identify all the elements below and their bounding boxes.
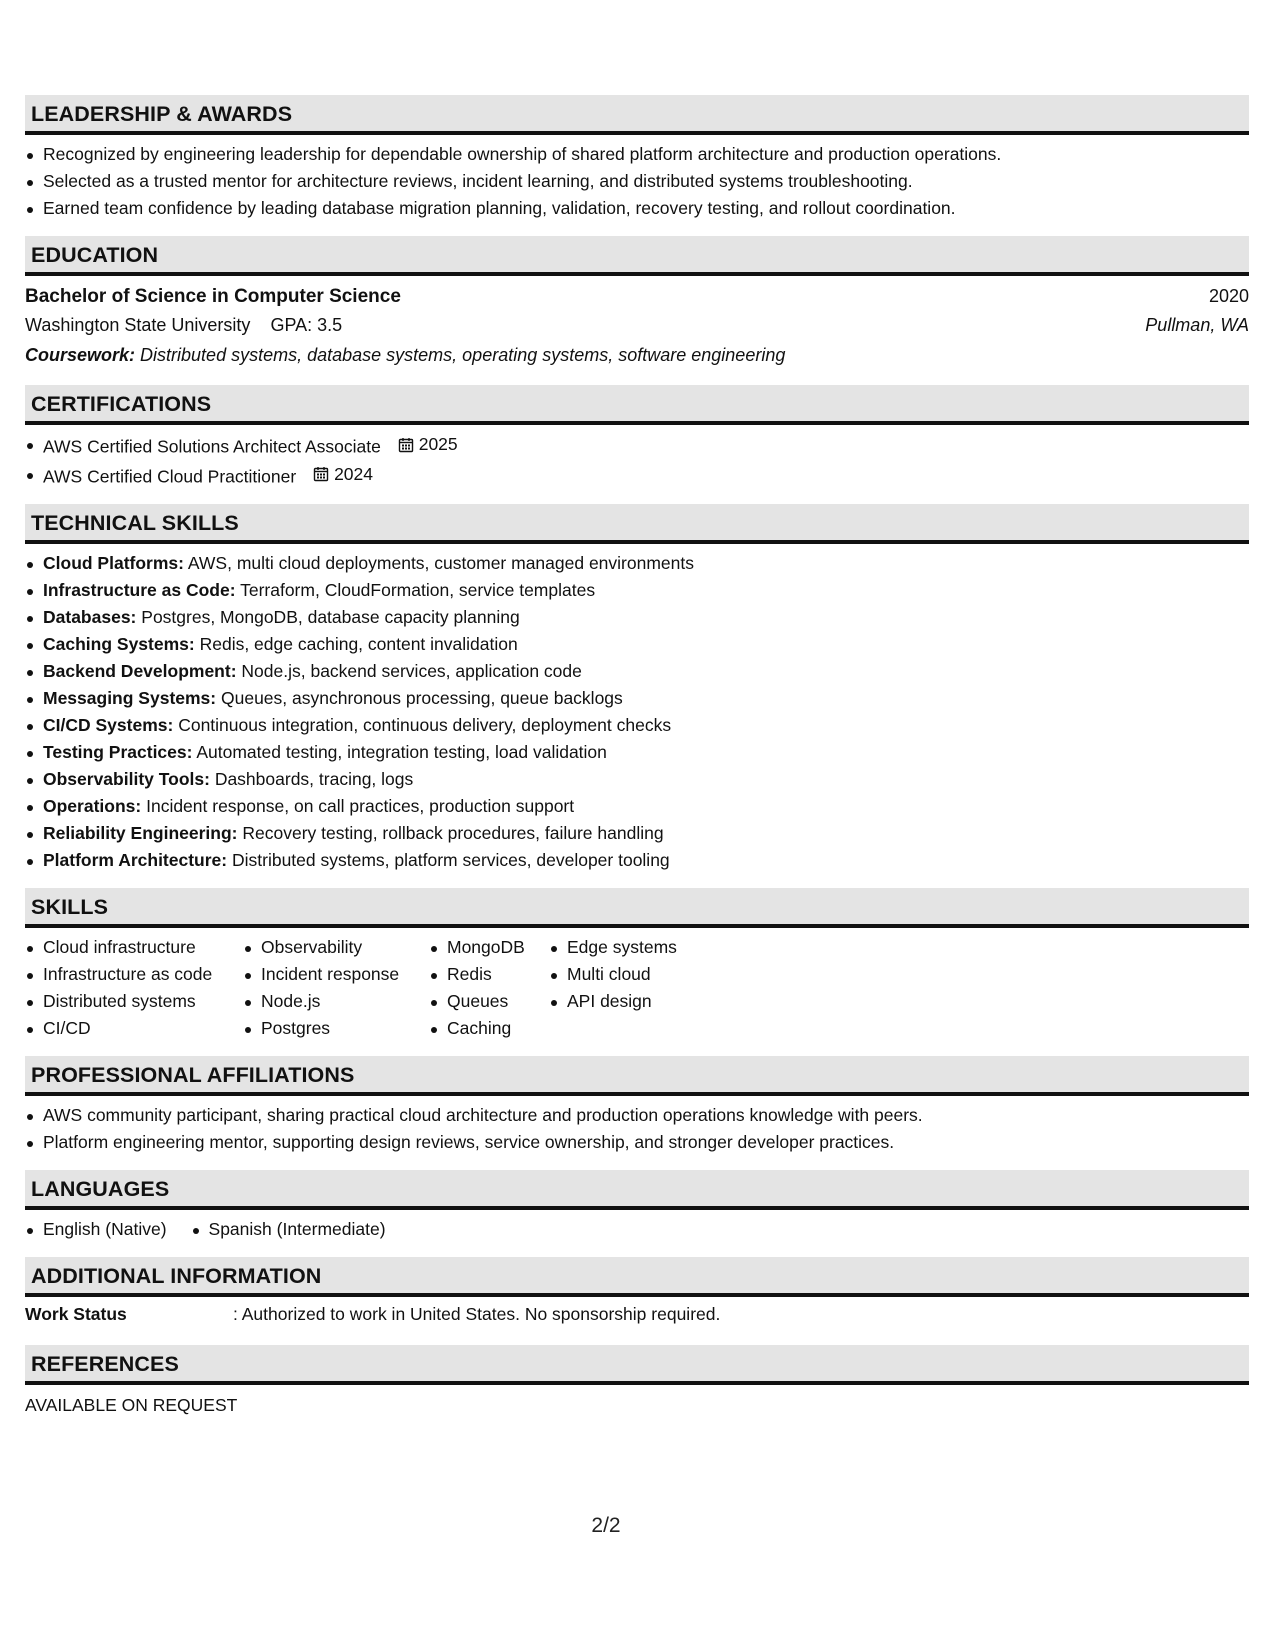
work-status-value: : Authorized to work in United States. No sponsorship required. [233, 1304, 721, 1324]
coursework-label: Coursework: [25, 345, 136, 365]
skills-column [549, 934, 749, 1042]
skill-label: Operations: [43, 796, 142, 816]
skill-value: Queues, asynchronous processing, queue backlogs [221, 688, 623, 708]
list-item: Node.js [243, 988, 429, 1015]
list-item: CI/CD [25, 1015, 243, 1042]
list-item [25, 766, 1249, 793]
page-number: 2/2 [591, 1514, 621, 1537]
list-item [25, 604, 1249, 631]
affiliations-section [25, 1056, 1249, 1156]
list-item: Observability [243, 934, 429, 961]
technical-skills-list [25, 550, 1249, 874]
skill-label: CI/CD Systems: [43, 715, 174, 735]
section-heading: SKILLS [25, 888, 1249, 928]
section-heading: EDUCATION [25, 236, 1249, 276]
skill-value: Terraform, CloudFormation, service templates [240, 580, 596, 600]
list-item [25, 712, 1249, 739]
coursework-value: Distributed systems, database systems, operating systems, software engineering [140, 345, 786, 365]
skill-label: Databases: [43, 607, 137, 627]
skill-label: Messaging Systems: [43, 688, 217, 708]
list-item: Recognized by engineering leadership for dependable ownership of shared platform architecture and production operations. [25, 141, 1249, 168]
list-item [25, 461, 1249, 491]
section-heading: LEADERSHIP & AWARDS [25, 95, 1249, 135]
skill-label: Infrastructure as Code: [43, 580, 236, 600]
list-item [25, 431, 1249, 461]
certifications-list [25, 431, 1249, 490]
skill-value: Postgres, MongoDB, database capacity planning [141, 607, 520, 627]
leadership-section [25, 95, 1249, 222]
list-item: AWS community participant, sharing practical cloud architecture and production operations knowledge with peers. [25, 1102, 1249, 1129]
graduation-year: 2020 [1208, 286, 1249, 306]
gpa: GPA: 3.5 [270, 315, 343, 335]
degree-title: Bachelor of Science in Computer Science [25, 286, 401, 307]
skills-column [429, 934, 549, 1042]
skill-label: Reliability Engineering: [43, 823, 238, 843]
section-heading: CERTIFICATIONS [25, 385, 1249, 425]
languages-list [25, 1216, 410, 1243]
list-item: API design [549, 988, 749, 1015]
list-item [25, 550, 1249, 577]
skill-label: Caching Systems: [43, 634, 195, 654]
list-item: Edge systems [549, 934, 749, 961]
list-item: MongoDB [429, 934, 549, 961]
list-item: Earned team confidence by leading database migration planning, validation, recovery testing, and rollout coordination. [25, 195, 1249, 222]
technical-skills-section [25, 504, 1249, 874]
list-item: Multi cloud [549, 961, 749, 988]
cert-name: AWS Certified Solutions Architect Associate [43, 436, 381, 457]
list-item: Spanish (Intermediate) [191, 1216, 386, 1243]
section-heading: REFERENCES [25, 1345, 1249, 1385]
section-heading: LANGUAGES [25, 1170, 1249, 1210]
skill-value: AWS, multi cloud deployments, customer managed environments [187, 553, 694, 573]
list-item: Platform engineering mentor, supporting design reviews, service ownership, and stronger developer practices. [25, 1129, 1249, 1156]
section-heading: PROFESSIONAL AFFILIATIONS [25, 1056, 1249, 1096]
cert-name: AWS Certified Cloud Practitioner [43, 466, 297, 486]
cert-year: 2025 [418, 434, 458, 454]
skills-column [243, 934, 429, 1042]
skill-label: Testing Practices: [43, 742, 193, 762]
list-item: Postgres [243, 1015, 429, 1042]
list-item: Queues [429, 988, 549, 1015]
leadership-list [25, 141, 1249, 222]
list-item: Distributed systems [25, 988, 243, 1015]
skill-value: Recovery testing, rollback procedures, failure handling [242, 823, 664, 843]
calendar-icon [313, 466, 329, 482]
list-item [25, 847, 1249, 874]
list-item: Redis [429, 961, 549, 988]
list-item: Infrastructure as code [25, 961, 243, 988]
skill-label: Platform Architecture: [43, 850, 228, 870]
skill-value: Automated testing, integration testing, load validation [196, 742, 607, 762]
resume-page [25, 95, 1249, 1439]
section-heading: ADDITIONAL INFORMATION [25, 1257, 1249, 1297]
skills-section [25, 888, 1249, 1042]
coursework [25, 340, 1249, 371]
affiliations-list [25, 1102, 1249, 1156]
list-item: Cloud infrastructure [25, 934, 243, 961]
skill-value: Dashboards, tracing, logs [214, 769, 414, 789]
references-text: AVAILABLE ON REQUEST [25, 1395, 238, 1415]
work-status-label: Work Status [25, 1304, 127, 1324]
list-item: Incident response [243, 961, 429, 988]
section-heading: TECHNICAL SKILLS [25, 504, 1249, 544]
languages-section [25, 1170, 1249, 1243]
work-status-row [25, 1297, 1249, 1331]
list-item [25, 793, 1249, 820]
list-item [25, 658, 1249, 685]
skills-column [25, 934, 243, 1042]
education-entry [25, 282, 1249, 371]
list-item [25, 577, 1249, 604]
skill-value: Distributed systems, platform services, developer tooling [231, 850, 670, 870]
list-item [25, 820, 1249, 847]
list-item: Caching [429, 1015, 549, 1042]
skill-label: Cloud Platforms: [43, 553, 184, 573]
school-location: Pullman, WA [1145, 315, 1249, 335]
skill-label: Observability Tools: [43, 769, 210, 789]
skill-value: Node.js, backend services, application code [241, 661, 582, 681]
skill-label: Backend Development: [43, 661, 237, 681]
calendar-icon [398, 437, 414, 453]
list-item [25, 631, 1249, 658]
list-item [25, 739, 1249, 766]
references-section [25, 1345, 1249, 1425]
additional-info-section [25, 1257, 1249, 1331]
list-item: English (Native) [25, 1216, 167, 1243]
languages-row [25, 1216, 1249, 1243]
certifications-section [25, 385, 1249, 490]
cert-year: 2024 [334, 463, 374, 484]
skills-columns [25, 934, 1249, 1042]
list-item: Selected as a trusted mentor for architecture reviews, incident learning, and distributed systems troubleshooting. [25, 168, 1249, 195]
skill-value: Incident response, on call practices, production support [146, 796, 575, 816]
list-item [25, 685, 1249, 712]
school-name: Washington State University [25, 315, 251, 335]
education-section [25, 236, 1249, 371]
skill-value: Redis, edge caching, content invalidation [199, 634, 518, 654]
skill-value: Continuous integration, continuous delivery, deployment checks [178, 715, 672, 735]
